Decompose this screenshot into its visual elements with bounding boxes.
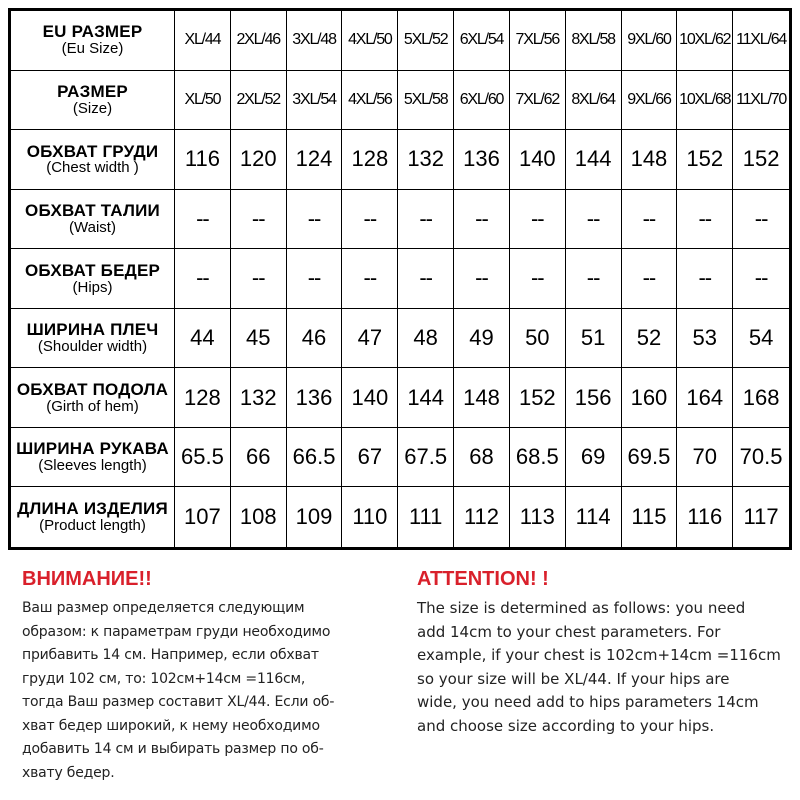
table-cell: -- (677, 249, 733, 309)
row-header-en: (Sleeves length) (38, 457, 147, 475)
row-header (11, 190, 175, 250)
table-cell: 113 (510, 487, 566, 547)
table-cell: -- (677, 190, 733, 250)
table-cell: 69 (566, 428, 622, 488)
row-header-en: (Shoulder width) (37, 338, 148, 356)
table-cell: 10XL/62 (677, 11, 733, 71)
table-cell: 4XL/50 (342, 11, 398, 71)
table-cell: -- (287, 249, 343, 309)
table-cell: 152 (733, 130, 789, 190)
table-cell: 11XL/70 (733, 71, 789, 131)
row-header-en: (Chest width ) (46, 159, 139, 177)
table-cell: -- (342, 190, 398, 250)
row-header (11, 368, 175, 428)
table-cell: 140 (510, 130, 566, 190)
table-cell: 69.5 (622, 428, 678, 488)
table-cell: 128 (175, 368, 231, 428)
note-line: образом: к параметрам груди необходимо (22, 623, 331, 640)
row-header (11, 11, 175, 71)
table-cell: 144 (566, 130, 622, 190)
table-cell: 4XL/56 (342, 71, 398, 131)
table-cell: -- (622, 190, 678, 250)
table-cell: 116 (175, 130, 231, 190)
table-cell: 49 (454, 309, 510, 369)
table-cell: 156 (566, 368, 622, 428)
row-header (11, 487, 175, 547)
row-header-ru: РАЗМЕР (57, 82, 128, 102)
table-cell: 11XL/64 (733, 11, 789, 71)
table-cell: -- (566, 190, 622, 250)
table-cell: 48 (398, 309, 454, 369)
table-cell: 2XL/46 (231, 11, 287, 71)
row-header-en: (Girth of hem) (46, 397, 139, 415)
note-line: тогда Ваш размер составит XL/44. Если об- (22, 694, 335, 710)
table-cell: 152 (510, 368, 566, 428)
table-cell: 8XL/58 (566, 11, 622, 71)
attention-title-en: ATTENTION! ! (417, 568, 549, 590)
table-cell: 3XL/54 (287, 71, 343, 131)
table-cell: -- (510, 190, 566, 250)
size-chart-table (8, 8, 792, 550)
table-cell: 124 (287, 130, 343, 190)
table-cell: 70 (677, 428, 733, 488)
table-cell: 117 (743, 504, 779, 530)
table-cell: 68.5 (510, 428, 566, 488)
note-line: хват бедер широкий, к нему необходимо (22, 717, 320, 734)
note-line: груди 102 см, то: 102см+14см =116см, (22, 670, 306, 687)
table-cell: 67 (342, 428, 398, 488)
note-line: add 14cm to your chest parameters. For (417, 622, 721, 641)
table-cell: 53 (677, 309, 733, 369)
table-cell: 65.5 (175, 428, 231, 488)
table-cell: 148 (622, 130, 678, 190)
note-line: The size is determined as follows: you need (417, 599, 746, 617)
note-line: хвату бедер. (22, 764, 115, 781)
table-cell: -- (733, 249, 789, 309)
table-cell: -- (231, 190, 287, 250)
table-cell: -- (454, 249, 510, 309)
note-line: and choose size according to your hips. (417, 716, 715, 735)
attention-note-ru (22, 568, 402, 785)
table-cell: 107 (175, 487, 231, 547)
table-cell: 7XL/62 (510, 71, 566, 131)
row-header-en: (Hips) (72, 278, 113, 296)
table-cell: XL/50 (175, 71, 231, 131)
table-cell: 44 (175, 309, 231, 369)
row-header (11, 309, 175, 369)
attention-body-ru (22, 597, 402, 785)
table-cell: 47 (342, 309, 398, 369)
table-cell: 8XL/64 (566, 71, 622, 131)
row-header (11, 71, 175, 131)
table-cell: 108 (231, 487, 287, 547)
table-cell: 7XL/56 (510, 11, 566, 71)
table-cell: -- (342, 249, 398, 309)
table-cell: 109 (287, 487, 343, 547)
table-cell: 45 (231, 309, 287, 369)
table-cell: 2XL/52 (231, 71, 287, 131)
row-header-ru: EU РАЗМЕР (42, 22, 143, 42)
table-cell: 120 (231, 130, 287, 190)
table-cell: -- (175, 190, 231, 250)
row-header (11, 249, 175, 309)
table-cell: 136 (454, 130, 510, 190)
table-cell: 9XL/66 (622, 71, 678, 131)
table-cell: 68 (454, 428, 510, 488)
table-cell: 128 (342, 130, 398, 190)
table-cell: 5XL/58 (398, 71, 454, 131)
row-header-ru: ДЛИНА ИЗДЕЛИЯ (17, 499, 168, 519)
attention-body-en (417, 597, 797, 738)
note-line: example, if your chest is 102cm+14cm =116cm (417, 646, 781, 664)
table-cell: 5XL/52 (398, 11, 454, 71)
table-cell: 54 (733, 309, 789, 369)
table-cell: 110 (342, 487, 398, 547)
table-cell: -- (454, 190, 510, 250)
note-line: добавить 14 см и выбирать размер по об- (22, 741, 324, 757)
table-cell: -- (398, 190, 454, 250)
table-cell: -- (398, 249, 454, 309)
row-header-en: (Size) (72, 99, 113, 117)
table-cell: 132 (231, 368, 287, 428)
table-cell: 111 (398, 487, 454, 547)
row-header (11, 130, 175, 190)
note-line: so your size will be XL/44. If your hips are (417, 669, 730, 688)
attention-title-ru: ВНИМАНИЕ!! (22, 568, 152, 590)
row-header-en: (Waist) (69, 218, 116, 236)
table-cell: -- (287, 190, 343, 250)
table-cell: 51 (566, 309, 622, 369)
table-cell: 46 (287, 309, 343, 369)
table-cell: 50 (510, 309, 566, 369)
table-cell: -- (622, 249, 678, 309)
table-cell: 3XL/48 (287, 11, 343, 71)
row-header-ru: ОБХВАТ БЕДЕР (24, 260, 161, 280)
table-cell: 144 (398, 368, 454, 428)
table-cell: -- (510, 249, 566, 309)
table-cell: -- (566, 249, 622, 309)
table-cell: 52 (622, 309, 678, 369)
row-header-ru: ОБХВАТ ГРУДИ (26, 141, 159, 161)
table-cell: 116 (677, 487, 733, 547)
table-cell: 115 (622, 487, 678, 547)
table-cell: XL/44 (175, 11, 231, 71)
table-cell: 67.5 (398, 428, 454, 488)
table-cell: 140 (342, 368, 398, 428)
table-cell: 114 (566, 487, 622, 547)
table-cell: 70.5 (733, 428, 789, 488)
table-cell: -- (733, 190, 789, 250)
table-cell: 10XL/68 (677, 71, 733, 131)
table-cell: 148 (454, 368, 510, 428)
attention-note-en (417, 568, 797, 738)
table-cell: 132 (398, 130, 454, 190)
table-cell: 9XL/60 (622, 11, 678, 71)
row-header-ru: ШИРИНА РУКАВА (16, 439, 169, 459)
row-header (11, 428, 175, 488)
table-cell: -- (231, 249, 287, 309)
table-cell: 152 (677, 130, 733, 190)
table-cell: 6XL/54 (454, 11, 510, 71)
table-cell: 6XL/60 (454, 71, 510, 131)
table-cell: -- (175, 249, 231, 309)
table-cell: 160 (622, 368, 678, 428)
row-header-ru: ОБХВАТ ПОДОЛА (16, 379, 169, 399)
note-line: прибавить 14 см. Например, если обхват (22, 647, 319, 663)
row-header-ru: ОБХВАТ ТАЛИИ (25, 201, 160, 221)
row-header-ru: ШИРИНА ПЛЕЧ (26, 320, 159, 340)
row-header-en: (Eu Size) (61, 40, 124, 58)
note-line: Ваш размер определяется следующим (22, 600, 305, 616)
row-header-en: (Product length) (39, 517, 146, 535)
table-cell: 66.5 (287, 428, 343, 488)
table-cell: 168 (733, 368, 789, 428)
table-cell: 112 (454, 487, 510, 547)
table-cell: 164 (677, 368, 733, 428)
table-cell: 136 (287, 368, 343, 428)
table-cell: 66 (231, 428, 287, 488)
note-line: wide, you need add to hips parameters 14cm (417, 693, 759, 711)
